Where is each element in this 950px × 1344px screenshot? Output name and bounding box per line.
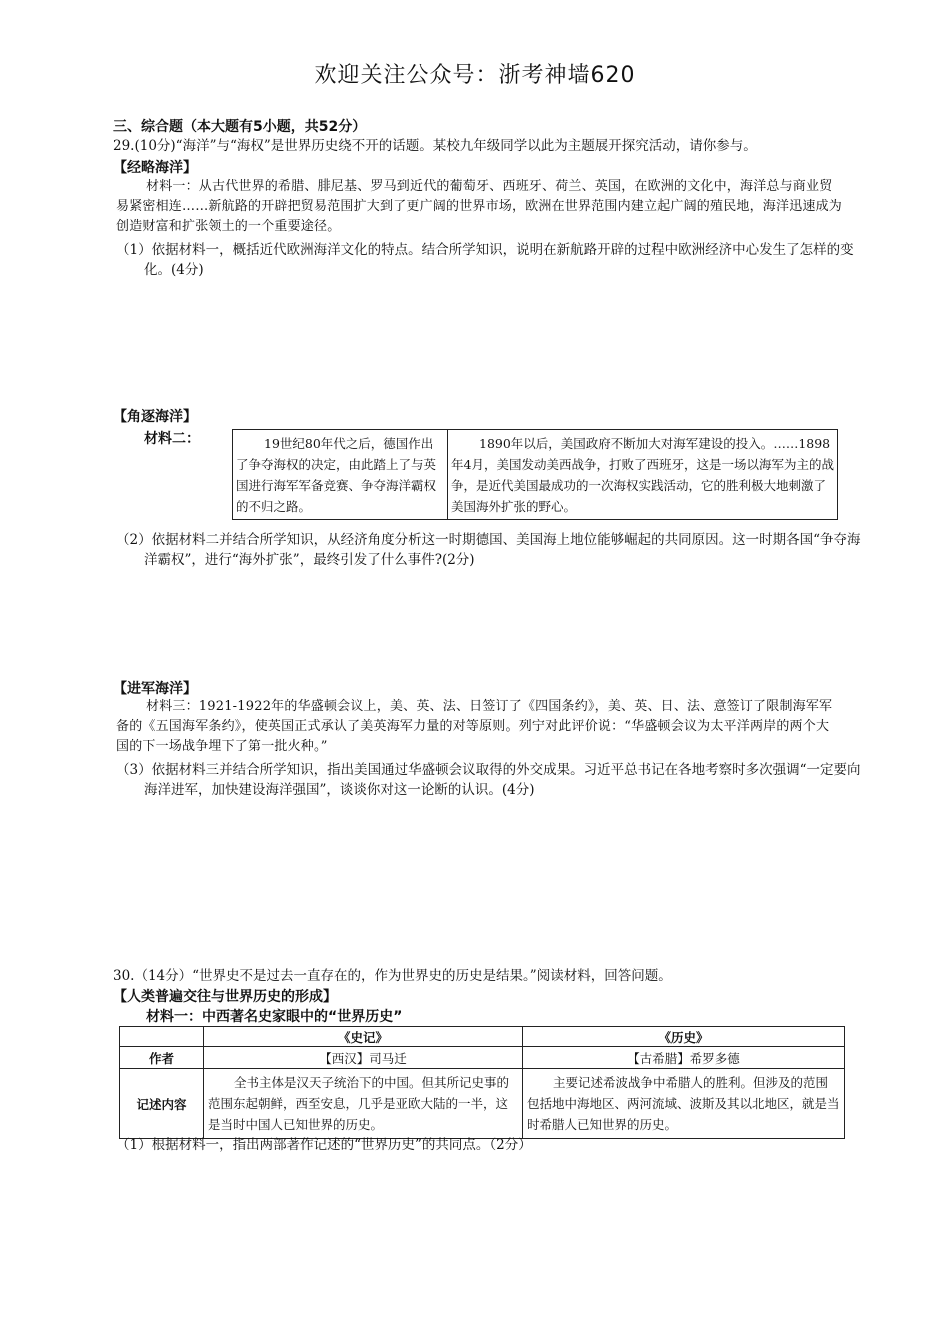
table-corner-cell bbox=[120, 1027, 204, 1047]
q29-heading-3: 【进军海洋】 bbox=[113, 681, 197, 697]
q29-intro: 29.(10分)“海洋”与“海权”是世界历史绕不开的话题。某校九年级同学以此为主题展开探究活动，请你参与。 bbox=[113, 138, 757, 154]
q30-intro: 30.（14分）“世界史不是过去一直存在的，作为世界史的历史是结果。”阅读材料，回答问题。 bbox=[113, 968, 672, 984]
table-author-sima-qian: 【西汉】司马迁 bbox=[204, 1047, 523, 1069]
q30-material-1-title: 材料一：中西著名史家眼中的“世界历史” bbox=[146, 1009, 403, 1025]
table-header-histories: 《历史》 bbox=[523, 1027, 845, 1047]
table-author-herodotus: 【古希腊】希罗多德 bbox=[523, 1047, 845, 1069]
q29-heading-2: 【角逐海洋】 bbox=[113, 409, 197, 425]
table-header-shiji: 《史记》 bbox=[204, 1027, 523, 1047]
q29-material-3: 材料三：1921-1922年的华盛顿会议上，美、英、法、日签订了《四国条约》，美、英、日、法、意签订了限制海军军备的《五国海军条约》，使英国正式承认了美英海军力量的对等原则。列宁对此评价说：“华盛顿会议为太平洋两岸的两个大国的下一场战争埋下了第一批火种。” bbox=[116, 699, 833, 754]
q29-material-1: 材料一：从古代世界的希腊、腓尼基、罗马到近代的葡萄牙、西班牙、荷兰、英国，在欧洲的文化中，海洋总与商业贸易紧密相连……新航路的开辟把贸易范围扩大到了更广阔的世界市场，欧洲在世界范围内建立起广阔的殖民地，海洋迅速成为创造财富和扩张领土的一个重要途径。 bbox=[116, 179, 843, 234]
q29-material-2-label: 材料二： bbox=[144, 431, 200, 447]
q29-question-2: （2）依据材料二并结合所学知识，从经济角度分析这一时期德国、美国海上地位能够崛起的共同原因。这一时期各国“争夺海洋霸权”，进行“海外扩张”，最终引发了什么事件?(2分) bbox=[116, 532, 861, 568]
q29-heading-1: 【经略海洋】 bbox=[113, 160, 197, 176]
page-header-title: 欢迎关注公众号：浙考神墙620 bbox=[314, 63, 636, 88]
table-row-author-label: 作者 bbox=[120, 1047, 204, 1069]
q29-material-2-box bbox=[232, 429, 838, 520]
q29-question-3: （3）依据材料三并结合所学知识，指出美国通过华盛顿会议取得的外交成果。习近平总书记在各地考察时多次强调“一定要向海洋进军，加快建设海洋强国”，谈谈你对这一论断的认识。(4分) bbox=[116, 762, 861, 798]
q29-question-1: （1）依据材料一，概括近代欧洲海洋文化的特点。结合所学知识，说明在新航路开辟的过程中欧洲经济中心发生了怎样的变化。(4分) bbox=[116, 242, 854, 278]
table-content-shiji: 全书主体是汉天子统治下的中国。但其所记史事的范围东起朝鲜，西至安息，几乎是亚欧大陆的一半，这是当时中国人已知世界的历史。 bbox=[204, 1069, 523, 1139]
q30-question-1: （1）根据材料一，指出两部著作记述的“世界历史”的共同点。（2分） bbox=[116, 1137, 532, 1153]
table-row-content-label: 记述内容 bbox=[120, 1069, 204, 1139]
table-content-histories: 主要记述希波战争中希腊人的胜利。但涉及的范围包括地中海地区、两河流域、波斯及其以北地区，就是当时希腊人已知世界的历史。 bbox=[523, 1069, 845, 1139]
section-title: 三、综合题（本大题有5小题，共52分） bbox=[113, 119, 367, 135]
q30-comparison-table bbox=[119, 1026, 845, 1139]
q30-heading-1: 【人类普遍交往与世界历史的形成】 bbox=[113, 989, 337, 1005]
material-2-usa-text: 1890年以后，美国政府不断加大对海军建设的投入。……1898年4月，美国发动美西战争，打败了西班牙，这是一场以海军为主的战争，是近代美国最成功的一次海权实践活动，它的胜利极大地刺激了美国海外扩张的野心。 bbox=[451, 436, 834, 514]
material-2-germany-text: 19世纪80年代之后，德国作出了争夺海权的决定，由此踏上了与英国进行海军军备竞赛、争夺海洋霸权的不归之路。 bbox=[233, 430, 448, 519]
